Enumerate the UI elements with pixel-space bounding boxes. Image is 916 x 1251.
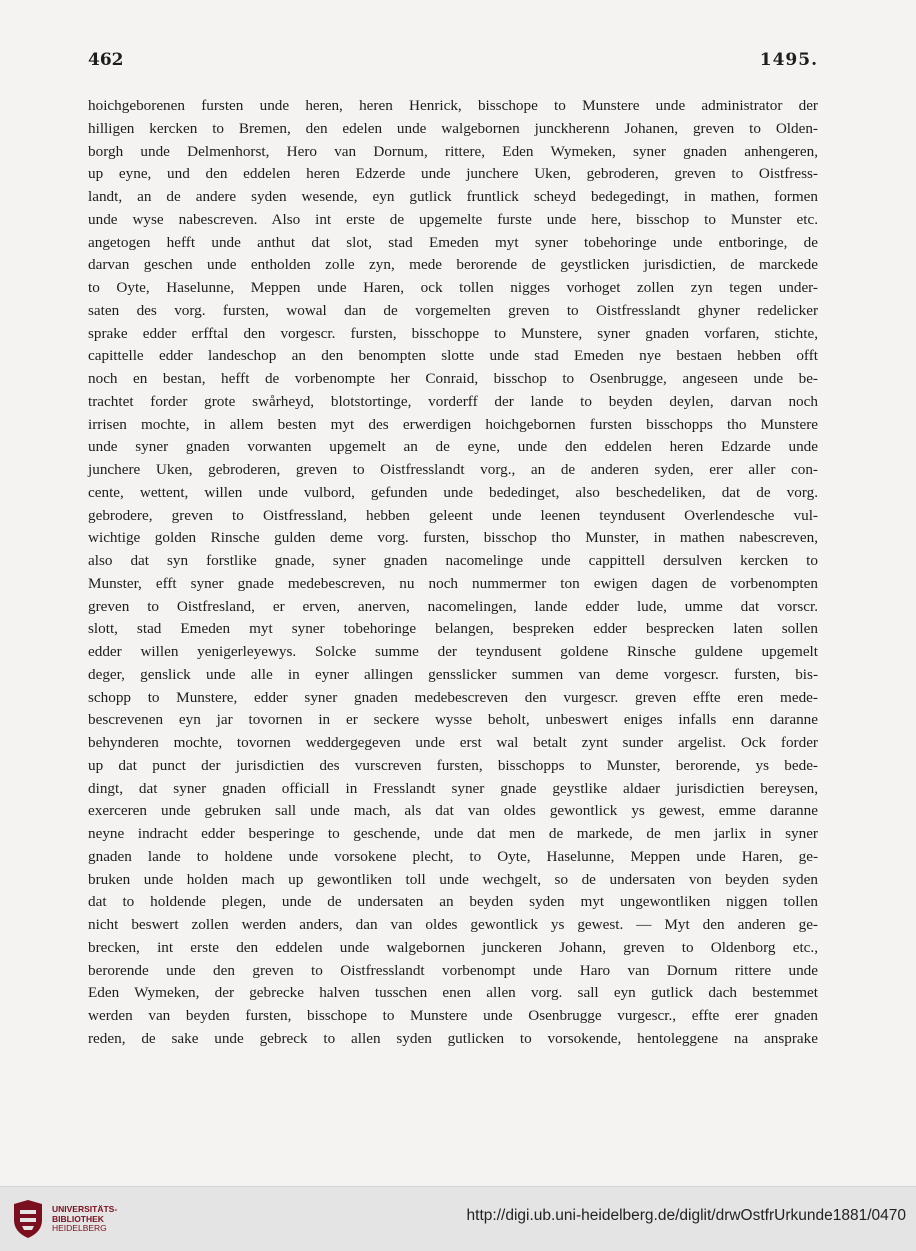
text-line: trachtet forder grote swårheyd, blotstortinge, vorderff der lande to beyden deylen, darvan noch xyxy=(88,392,818,410)
document-url-link[interactable]: http://digi.ub.uni-heidelberg.de/diglit/drwOstfrUrkunde1881/0470 xyxy=(466,1207,906,1224)
text-line: wichtige golden Rinsche gulden deme vorg. fursten, bisschop tho Munster, in mathen nabescreven, xyxy=(88,529,818,547)
text-line: borgh unde Delmenhorst, Hero van Dornum, rittere, Eden Wymeken, syner gnaden anhengeren, xyxy=(88,142,818,160)
text-line: slott, stad Emeden myt syner tobehoringe belangen, bespreken edder besprecken laten sollen xyxy=(88,620,818,638)
text-line: also dat syn forstlike gnade, syner gnaden nacomelinge unde cappittell dersulven kercken to xyxy=(88,552,818,569)
logo-text xyxy=(52,1205,117,1234)
text-line: capittelle edder landeschop an den benompten slotte unde stad Emeden nye bestaen hebben offt xyxy=(88,347,818,365)
page-header xyxy=(88,50,818,74)
text-line: irrisen mochte, in allem besten myt des erwerdigen hoichgebornen fursten bisschopps tho Munstere xyxy=(88,415,818,433)
footer-bar xyxy=(0,1186,916,1251)
library-crest-icon xyxy=(10,1198,46,1240)
logo-line-3: HEIDELBERG xyxy=(52,1223,107,1233)
text-line: unde wyse nabescreven. Also int erste de upgemelte furste unde here, bisschop to Munster etc. xyxy=(88,210,818,228)
text-line: exerceren unde gebruken sall unde mach, als dat van oldes gewontlick ys gewest, emme daranne xyxy=(88,802,818,820)
logo-line-1: UNIVERSITÄTS- xyxy=(52,1204,118,1214)
text-line: angetogen hefft unde anthut dat slot, stad Emeden myt syner tobehoringe unde entboringe, de xyxy=(88,233,818,251)
text-line: sprake edder erfftal den vorgescr. fursten, bisschoppe to Munstere, syner gnaden vorfaren, stichte, xyxy=(88,324,818,342)
text-line: gebrodere, greven to Oistfressland, hebben geleent unde leenen teyndusent Overlendesche vul- xyxy=(88,506,818,524)
text-line: hoichgeborenen fursten unde heren, heren Henrick, bisschope to Munstere unde administrator der xyxy=(88,97,818,114)
text-line: hilligen kercken to Bremen, den edelen unde walgebornen junckherenn Johanen, greven to Olden- xyxy=(88,119,818,137)
text-line: behynderen mochte, tovornen weddergegeven unde erst wal betalt zynt sunder argelist. Ock forder xyxy=(88,734,818,751)
text-line: bescrevenen eyn jar tovornen in er seckere wysse beholt, unbeswert eniges infalls enn daranne xyxy=(88,711,818,729)
text-line: Eden Wymeken, der gebrecke halven tusschen enen allen vorg. sall eyn gutlick dach bestemmet xyxy=(88,984,818,1002)
page-year: 1495. xyxy=(759,50,818,70)
text-line: cente, wettent, willen unde vulbord, gefunden unde bededinget, also beschedeliken, dat de vorg. xyxy=(88,483,818,501)
text-line: junchere Uken, gebroderen, greven to Oistfresslandt vorg., an de anderen syden, erer aller con- xyxy=(88,461,818,478)
text-line: up dat punct der jurisdictien des vurscreven fursten, bisschopps to Munster, berorende, ys bede- xyxy=(88,756,818,774)
text-line: dat to holdende plegen, unde de undersaten an beyden syden myt ungewontliken niggen tollen xyxy=(88,893,818,911)
text-line: werden van beyden fursten, bisschope to Munstere unde Osenbrugge vurgescr., effte erer gnaden xyxy=(88,1007,818,1024)
text-line: landt, an de andere syden wesende, eyn gutlick fruntlick scheyd bedegedingt, in mathen, formen xyxy=(88,188,818,205)
text-line: brecken, int erste den eddelen unde walgebornen junckeren Johann, greven to Oldenborg etc., xyxy=(88,938,818,956)
text-line: edder willen yenigerleyewys. Solcke summe der teyndusent goldene Rinsche guldene upgemelt xyxy=(88,643,818,660)
text-line: reden, de sake unde gebreck to allen syden gutlicken to vorsokende, hentoleggene na ansprake xyxy=(88,1029,818,1047)
text-line: dingt, dat syner gnaden officiall in Fresslandt syner gnade geystlike aldaer jurisdictien bereysen, xyxy=(88,779,818,797)
text-line: nicht beswert zollen werden anders, dan van oldes gewontlick ys gewest. — Myt den anderen ge- xyxy=(88,916,818,933)
text-line: darvan geschen unde entholden zolle zyn, mede berorende de geystlicken jurisdictien, de marckede xyxy=(88,256,818,274)
text-line: berorende unde den greven to Oistfresslandt vorbenompt unde Haro van Dornum rittere unde xyxy=(88,961,818,979)
text-line: deger, genslick unde alle in eyner allingen gensslicker summen van deme vorgescr. fursten, bis- xyxy=(88,665,818,683)
page-number: 462 xyxy=(88,50,124,70)
text-line: greven to Oistfresland, er erven, anerven, nacomelingen, lande edder lude, umme dat vorscr. xyxy=(88,597,818,615)
text-line: bruken unde holden mach up gewontliken toll unde wechgelt, so de undersaten von beyden syden xyxy=(88,870,818,888)
body-text xyxy=(88,95,818,1051)
university-library-logo[interactable] xyxy=(10,1198,120,1240)
text-line: noch en bestan, hefft de vorbenompte her Conraid, bisschop to Osenbrugge, angeseen unde be- xyxy=(88,370,818,387)
text-line: to Oyte, Haselunne, Meppen unde Haren, ock tollen nigges vorhoget zollen zyn tegen under- xyxy=(88,279,818,296)
text-line: Munster, efft syner gnade medebescreven, nu noch nummermer ton ewigen dagen de vorbenompten xyxy=(88,574,818,592)
text-line: gnaden lande to holdene unde vorsokene plecht, to Oyte, Haselunne, Meppen unde Haren, ge- xyxy=(88,847,818,865)
logo-line-2: BIBLIOTHEK xyxy=(52,1213,104,1224)
text-line: up eyne, und den eddelen heren Edzerde unde junchere Uken, gebroderen, greven to Oistfress- xyxy=(88,165,818,183)
text-line: neyne indracht edder besperinge to geschende, unde dat men de markede, de men jarlix in syner xyxy=(88,825,818,842)
text-line: schopp to Munstere, edder syner gnaden medebescreven den vurgescr. greven effte eren mede- xyxy=(88,688,818,706)
text-line: unde syner gnaden vorwanten upgemelt an de eyne, unde den eddelen heren Edzarde unde xyxy=(88,438,818,456)
text-line: saten des vorg. fursten, wowal dan de vorgemelten greven to Oistfresslandt ghyner redelicker xyxy=(88,301,818,319)
